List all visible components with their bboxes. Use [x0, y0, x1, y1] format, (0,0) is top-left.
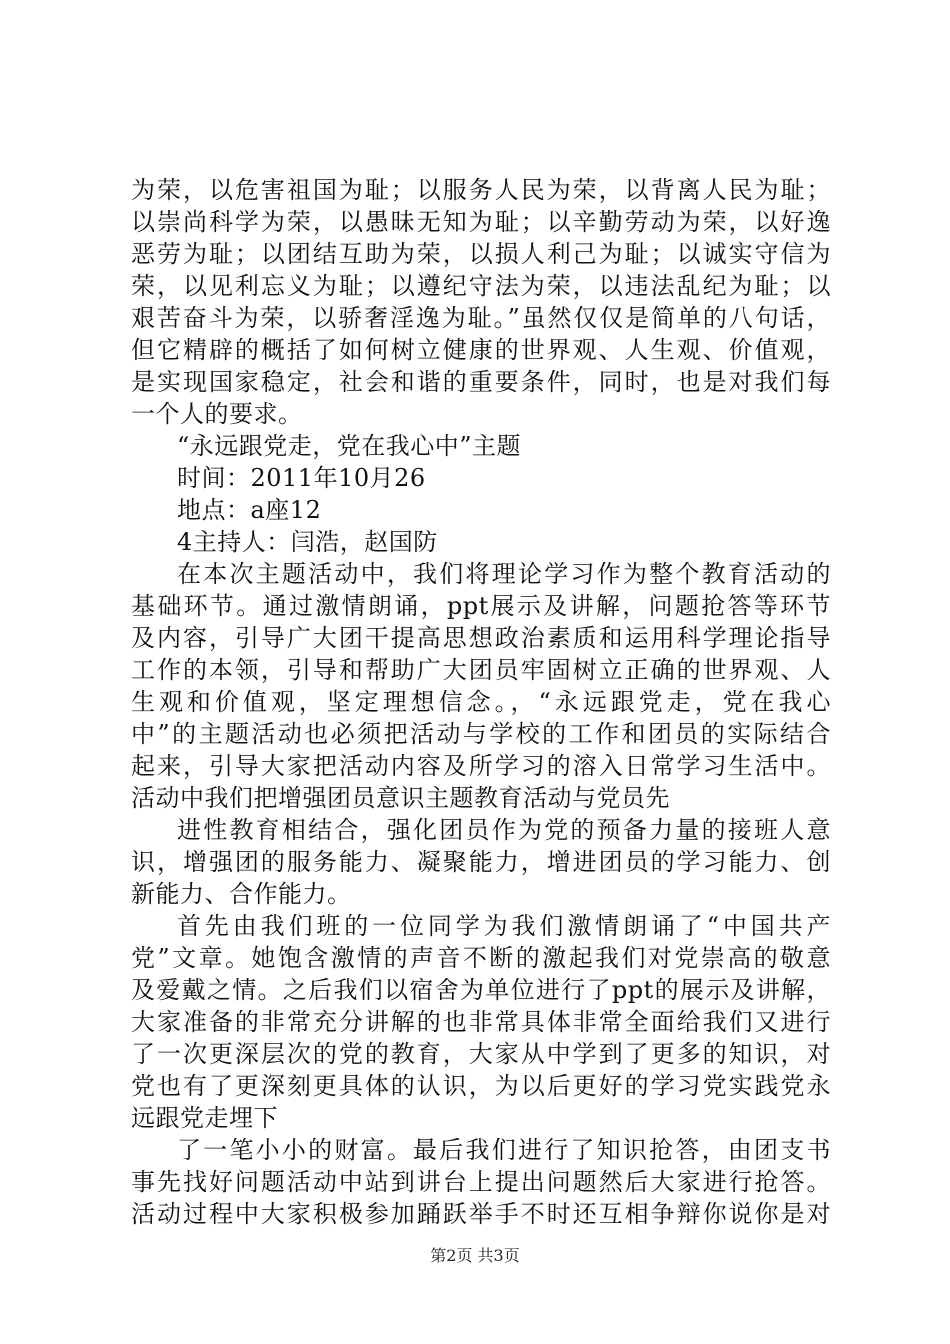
- text-line: 党也有了更深刻更具体的认识，为以后更好的学习党实践党永: [131, 1072, 831, 1100]
- event-hosts: 4主持人：闫浩，赵国防: [177, 528, 438, 556]
- text-line: 党”文章。她饱含激情的声音不断的激起我们对党崇高的敬意: [131, 944, 831, 972]
- text-line: 基础环节。通过激情朗诵，ppt展示及讲解，问题抢答等环节: [131, 592, 831, 620]
- page-number: 第2页 共3页: [430, 1246, 520, 1265]
- text-line: 在本次主题活动中，我们将理论学习作为整个教育活动的: [177, 560, 831, 588]
- text-line: 为荣，以危害祖国为耻；以服务人民为荣，以背离人民为耻；: [131, 176, 831, 204]
- text-line: 识，增强团的服务能力、凝聚能力，增进团员的学习能力、创: [131, 848, 831, 876]
- text-line: 了一次更深层次的党的教育，大家从中学到了更多的知识，对: [131, 1040, 831, 1068]
- text-line: 荣，以见利忘义为耻；以遵纪守法为荣，以违法乱纪为耻；以: [131, 272, 831, 300]
- text-line: 新能力、合作能力。: [131, 880, 352, 908]
- text-line: 艰苦奋斗为荣，以骄奢淫逸为耻。”虽然仅仅是简单的八句话，: [131, 304, 831, 332]
- document-body: [131, 174, 831, 1230]
- text-line: 大家准备的非常充分讲解的也非常具体非常全面给我们又进行: [131, 1008, 831, 1036]
- event-time: 时间：2011年10月26: [177, 464, 426, 492]
- section-title: “永远跟党走，党在我心中”主题: [177, 432, 522, 460]
- text-line: 了一笔小小的财富。最后我们进行了知识抢答，由团支书: [177, 1136, 831, 1164]
- text-line: 及内容，引导广大团干提高思想政治素质和运用科学理论指导: [131, 624, 831, 652]
- text-line: 恶劳为耻；以团结互助为荣，以损人利己为耻；以诚实守信为: [131, 240, 831, 268]
- text-line: 以崇尚科学为荣，以愚昧无知为耻；以辛勤劳动为荣，以好逸: [131, 208, 831, 236]
- text-line: 工作的本领，引导和帮助广大团员牢固树立正确的世界观、人: [131, 656, 831, 684]
- text-line: 首先由我们班的一位同学为我们激情朗诵了“中国共产: [177, 912, 831, 940]
- text-line: 远跟党走埋下: [131, 1104, 278, 1132]
- text-line: 起来，引导大家把活动内容及所学习的溶入日常学习生活中。: [131, 752, 831, 780]
- text-line: 事先找好问题活动中站到讲台上提出问题然后大家进行抢答。: [131, 1168, 831, 1196]
- text-line: 是实现国家稳定，社会和谐的重要条件，同时，也是对我们每: [131, 368, 831, 396]
- text-line: 进性教育相结合，强化团员作为党的预备力量的接班人意: [177, 816, 831, 844]
- text-line: 但它精辟的概括了如何树立健康的世界观、人生观、价值观，: [131, 336, 831, 364]
- text-line: 及爱戴之情。之后我们以宿舍为单位进行了ppt的展示及讲解，: [131, 976, 831, 1004]
- text-line: 生观和价值观，坚定理想信念。，“永远跟党走，党在我心: [131, 688, 831, 716]
- text-line: 活动过程中大家积极参加踊跃举手不时还互相争辩你说你是对: [131, 1200, 831, 1228]
- text-line: 活动中我们把增强团员意识主题教育活动与党员先: [131, 784, 670, 812]
- event-location: 地点：a座12: [177, 496, 322, 524]
- text-line: 中”的主题活动也必须把活动与学校的工作和团员的实际结合: [131, 720, 831, 748]
- text-line: 一个人的要求。: [131, 400, 303, 428]
